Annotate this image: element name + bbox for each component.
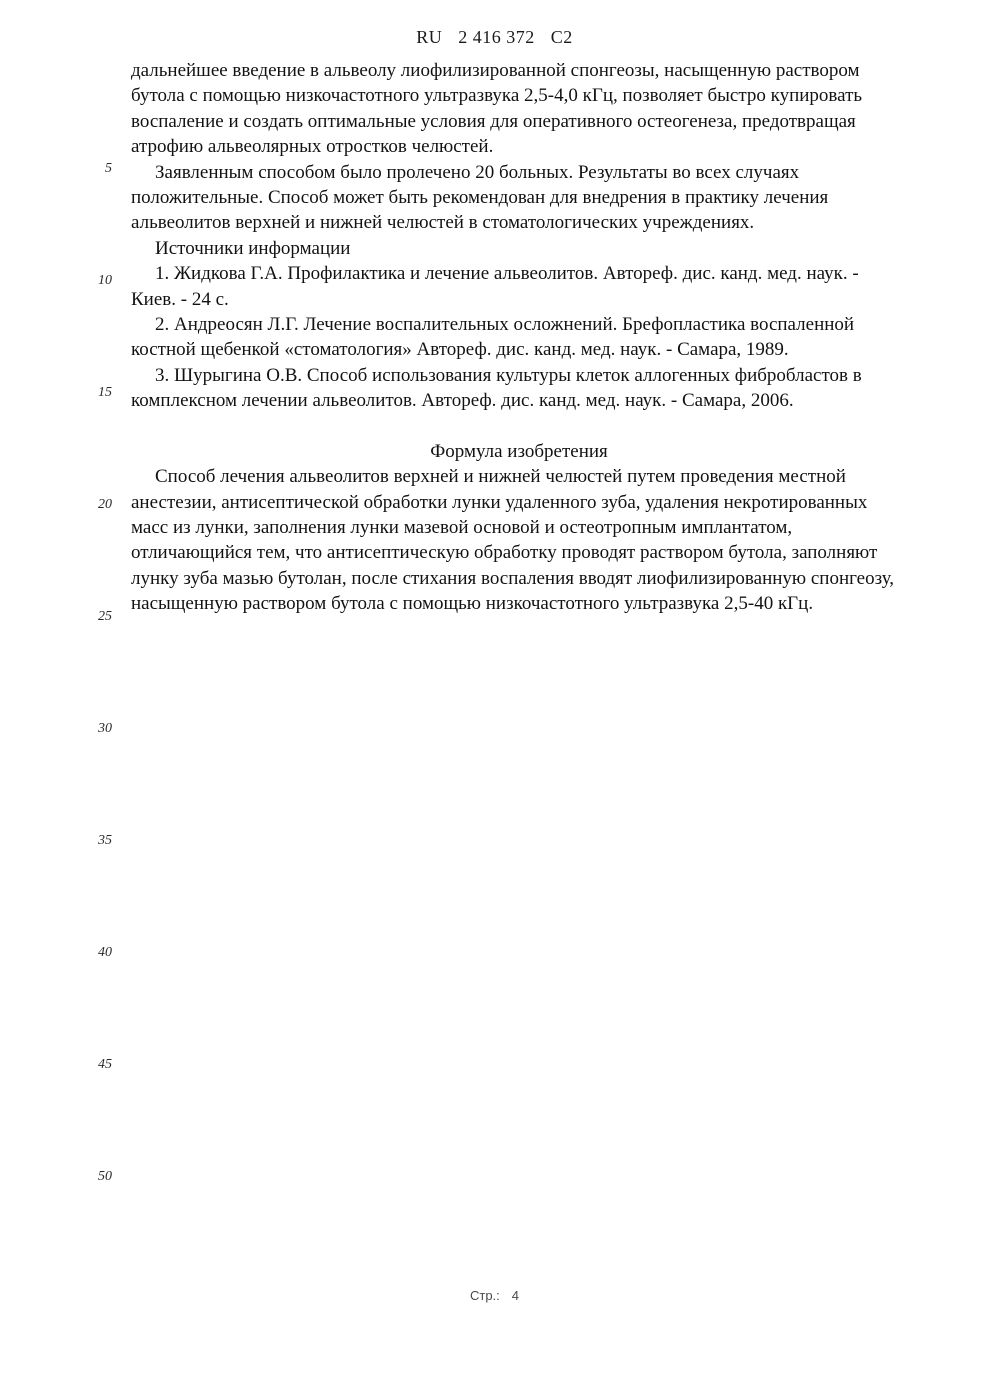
line-number-5: 5 xyxy=(105,161,112,176)
page-footer xyxy=(0,1288,989,1303)
page-label: Стр.: xyxy=(469,1288,500,1303)
patent-header xyxy=(0,27,989,48)
line-number-45: 45 xyxy=(98,1057,112,1072)
sources-heading: Источники информации xyxy=(155,237,351,259)
line-number-20: 20 xyxy=(98,497,112,512)
line-number-40: 40 xyxy=(98,945,112,960)
paragraph-results: Заявленным способом было пролечено 20 больных. Результаты во всех случаях положительные. Способ может быть рекомендован для внедрения в практику лечения альвеолитов верхней и нижней челюстей в стоматологических учреждениях. xyxy=(131,161,829,234)
line-number-15: 15 xyxy=(98,385,112,400)
paragraph-continuation: дальнейшее введение в альвеолу лиофилизированной спонгеозы, насыщенную раствором бутола с помощью низкочастотного ультразвука 2,5-4,0 кГц, позволяет быстро купировать воспаление и создать оптимальные условия для оперативного остеогенеза, предотвращая атрофию альвеолярных отростков челюстей. xyxy=(131,60,863,158)
reference-1: 1. Жидкова Г.А. Профилактика и лечение альвеолитов. Автореф. дис. канд. мед. наук. - Киев. - 24 с. xyxy=(131,263,859,310)
line-number-30: 30 xyxy=(98,721,112,736)
line-number-10: 10 xyxy=(98,273,112,288)
reference-2: 2. Андреосян Л.Г. Лечение воспалительных осложнений. Брефопластика воспаленной костной щебенкой «стоматология» Автореф. дис. канд. мед. наук. - Самара, 1989. xyxy=(131,314,855,361)
line-number-50: 50 xyxy=(98,1169,112,1184)
page-number: 4 xyxy=(511,1288,520,1303)
publication-number: 2 416 372 xyxy=(458,27,535,47)
claim-text: Способ лечения альвеолитов верхней и нижней челюстей путем проведения местной анестезии, антисептической обработки лунки удаленного зуба, удаления некротированных масс из лунки, заполнения лунки мазевой основой и остеотропным имплантатом, отличающийся тем, что антисептическую обработку проводят раствором бутола, заполняют лунку зуба мазью бутолан, после стихания воспаления вводят лиофилизированную спонгеозу, насыщенную раствором бутола с помощью низкочастотного ультразвука 2,5-40 кГц. xyxy=(131,466,895,615)
line-number-25: 25 xyxy=(98,609,112,624)
reference-3: 3. Шурыгина О.В. Способ использования культуры клеток аллогенных фибробластов в комплексном лечении альвеолитов. Автореф. дис. канд. мед. наук. - Самара, 2006. xyxy=(131,364,862,412)
country-code: RU xyxy=(416,27,443,47)
claims-heading: Формула изобретения xyxy=(430,440,608,462)
kind-code: C2 xyxy=(550,27,573,47)
line-number-35: 35 xyxy=(98,833,112,848)
document-body xyxy=(131,58,907,617)
